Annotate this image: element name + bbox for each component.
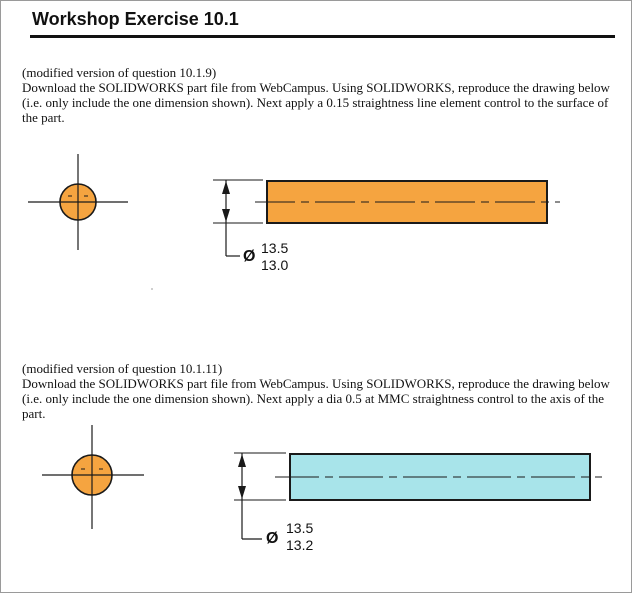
page-title: Workshop Exercise 10.1 bbox=[32, 9, 239, 29]
scan-artifact bbox=[151, 288, 153, 290]
diameter-symbol: Ø bbox=[243, 248, 256, 265]
question-instructions: Download the SOLIDWORKS part file from WebCampus. Using SOLIDWORKS, reproduce the drawing below (i.e. only include the one dimension shown). Next apply a dia 0.5 at MMC straightness control to the axis of the part. bbox=[22, 376, 610, 421]
title-divider bbox=[30, 35, 615, 38]
side-view-1 bbox=[205, 170, 575, 285]
diameter-symbol: Ø bbox=[266, 530, 279, 547]
dimension-upper-limit: 13.5 bbox=[261, 240, 289, 256]
exercise-section-2-text bbox=[22, 361, 612, 421]
question-reference: (modified version of question 10.1.11) bbox=[22, 361, 223, 376]
side-view-2 bbox=[230, 443, 610, 563]
question-instructions: Download the SOLIDWORKS part file from WebCampus. Using SOLIDWORKS, reproduce the drawing below (i.e. only include the one dimension shown). Next apply a 0.15 straightness line element control to the surface of the part. bbox=[22, 80, 610, 125]
exercise-section-1-text bbox=[22, 65, 612, 125]
question-reference: (modified version of question 10.1.9) bbox=[22, 65, 217, 80]
end-view-1 bbox=[28, 152, 132, 252]
dimension-upper-limit: 13.5 bbox=[286, 520, 314, 536]
dimension-lower-limit: 13.2 bbox=[286, 537, 314, 553]
end-view-2 bbox=[42, 425, 146, 531]
dimension-lower-limit: 13.0 bbox=[261, 257, 289, 273]
